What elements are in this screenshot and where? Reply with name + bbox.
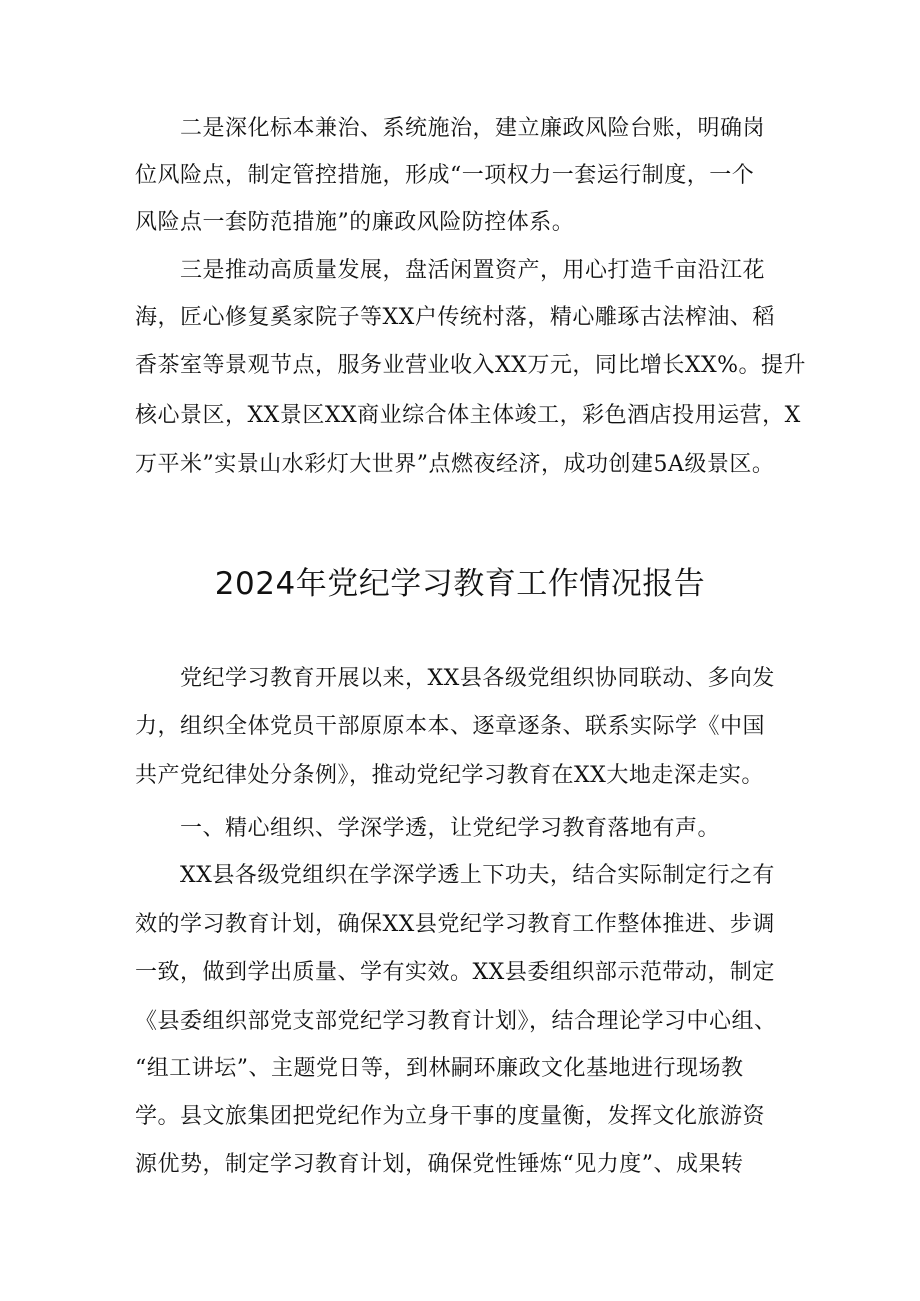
- paragraph-line: 二是深化标本兼治、系统施治，建立廉政风险台账，明确岗: [180, 116, 766, 141]
- paragraph-line: 海，匠心修复奚家院子等XX户传统村落，精心雕琢古法榨油、稻: [135, 305, 775, 330]
- paragraph-line: 源优势，制定学习教育计划，确保党性锤炼“见力度”、成果转: [135, 1152, 744, 1177]
- paragraph-line: 三是推动高质量发展，盘活闲置资产，用心打造千亩沿江花: [180, 258, 766, 283]
- paragraph-line: 共产党纪律处分条例》，推动党纪学习教育在XX大地走深走实。: [135, 763, 764, 788]
- paragraph-line: 风险点一套防范措施”的廉政风险防控体系。: [135, 210, 575, 235]
- paragraph-line: 效的学习教育计划，确保XX县党纪学习教育工作整体推进、步调: [135, 912, 775, 937]
- paragraph-line: 核心景区，XX景区XX商业综合体主体竣工，彩色酒店投用运营，X: [135, 403, 801, 428]
- paragraph-line: 《县委组织部党支部党纪学习教育计划》，结合理论学习中心组、: [135, 1009, 777, 1034]
- paragraph-line: 一致，做到学出质量、学有实效。XX县委组织部示范带动，制定: [135, 960, 775, 985]
- paragraph-line: “组工讲坛”、主题党日等，到林嗣环廉政文化基地进行现场教: [135, 1056, 744, 1081]
- paragraph-line: 万平米”实景山水彩灯大世界”点燃夜经济，成功创建5A级景区。: [135, 452, 775, 477]
- report-title: 2024年党纪学习教育工作情况报告: [214, 566, 706, 602]
- paragraph-line: XX县各级党组织在学深学透上下功夫，结合实际制定行之有: [180, 863, 775, 888]
- paragraph-line: 党纪学习教育开展以来，XX县各级党组织协同联动、多向发: [180, 666, 775, 691]
- paragraph-line: 力，组织全体党员干部原原本本、逐章逐条、联系实际学《中国: [135, 714, 766, 739]
- paragraph-line: 香茶室等景观节点，服务业营业收入XX万元，同比增长XX%。提升: [135, 353, 807, 378]
- section-heading: 一、精心组织、学深学透，让党纪学习教育落地有声。: [180, 816, 721, 841]
- paragraph-line: 学。县文旅集团把党纪作为立身干事的度量衡，发挥文化旅游资: [135, 1104, 766, 1129]
- paragraph-line: 位风险点，制定管控措施，形成“一项权力一套运行制度，一个: [135, 163, 755, 188]
